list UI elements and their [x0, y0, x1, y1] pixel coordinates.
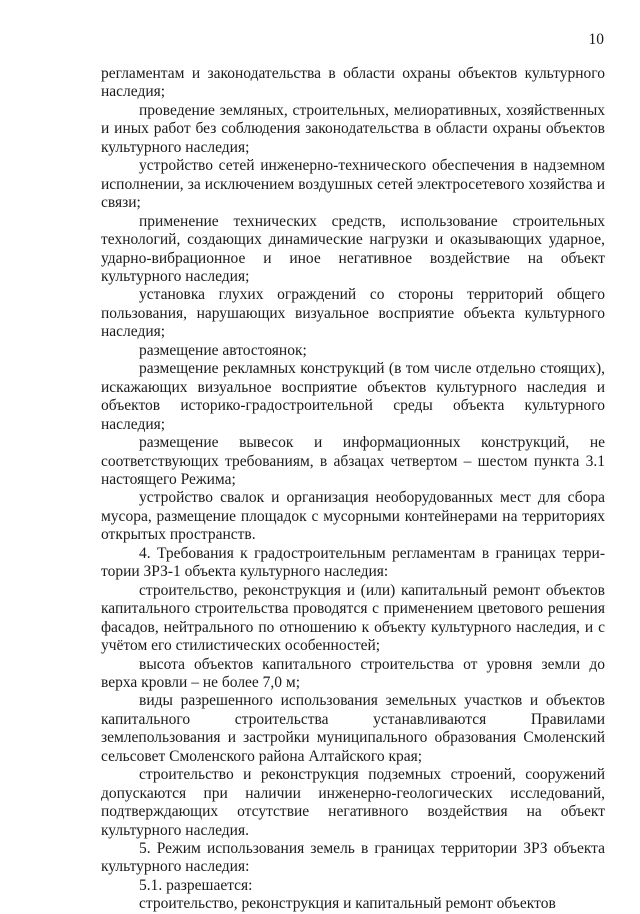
paragraph: виды разрешенного использования земельных участков и объектов капитального строительства устанавливаются Правилами землепользования и застройки муниципального образования Смоленский сельсовет Смоленского района Алтайского края; — [101, 692, 605, 765]
section-heading-4: 4. Требования к градостроительным регламентам в границах территории ЗРЗ-1 объекта культурного наследия: — [101, 544, 605, 581]
paragraph: строительство, реконструкция и капитальный ремонт объектов — [139, 895, 556, 913]
paragraph: проведение земляных, строительных, мелиоративных, хозяйственных и иных работ без соблюдения законодательства в области охраны объектов культурного наследия; — [101, 101, 605, 156]
page-number: 10 — [588, 31, 604, 48]
paragraph: размещение вывесок и информационных конструкций, не соответствующих требованиям, в абзацах четвертом – шестом пункта 3.1 настоящего Режима; — [101, 434, 605, 488]
paragraph: устройство свалок и организация необорудованных мест для сбора мусора, размещение площадок с мусорными контейнерами на территориях открытых пространств. — [101, 489, 605, 544]
paragraph: установка глухих ограждений со стороны территорий общего пользования, нарушающих визуальное восприятие объекта культурного наследия; — [101, 286, 605, 341]
subsection-heading-5-1: 5.1. разрешается: — [139, 876, 253, 894]
paragraph: регламентам и законодательства в области охраны объектов культурного наследия; — [101, 65, 605, 101]
section-heading-5: 5. Режим использования земель в границах территории ЗРЗ объекта культурного наследия: — [101, 840, 605, 876]
paragraph: размещение автостоянок; — [139, 341, 307, 359]
paragraph: устройство сетей инженерно-технического обеспечения в надземном исполнении, за исключением воздушных сетей электросетевого хозяйства и связи; — [101, 157, 605, 212]
paragraph: строительство и реконструкция подземных строений, сооружений допускаются при наличии инженерно-геологических исследований, подтверждающих отсутствие негативного воздействия на объект культурного наследия. — [101, 766, 605, 839]
paragraph: размещение рекламных конструкций (в том числе отдельно стоящих), искажающих визуальное восприятие объектов культурного наследия и объектов историко-градостроительной среды объекта культурного наследия; — [101, 360, 605, 433]
paragraph: строительство, реконструкция и (или) капитальный ремонт объектов капитального строительства проводятся с применением цветового решения фасадов, нейтрального по отношению к объекту культурного наследия, и с учётом его стилистических особенностей; — [101, 581, 605, 655]
paragraph: высота объектов капитального строительства от уровня земли до верха кровли – не более 7,0 м; — [101, 655, 605, 691]
document-body — [101, 65, 605, 914]
paragraph: применение технических средств, использование строительных технологий, создающих динамические нагрузки и оказывающих ударное, ударно-вибрационное и иное негативное воздействие на объект культурного наследия; — [101, 212, 605, 285]
